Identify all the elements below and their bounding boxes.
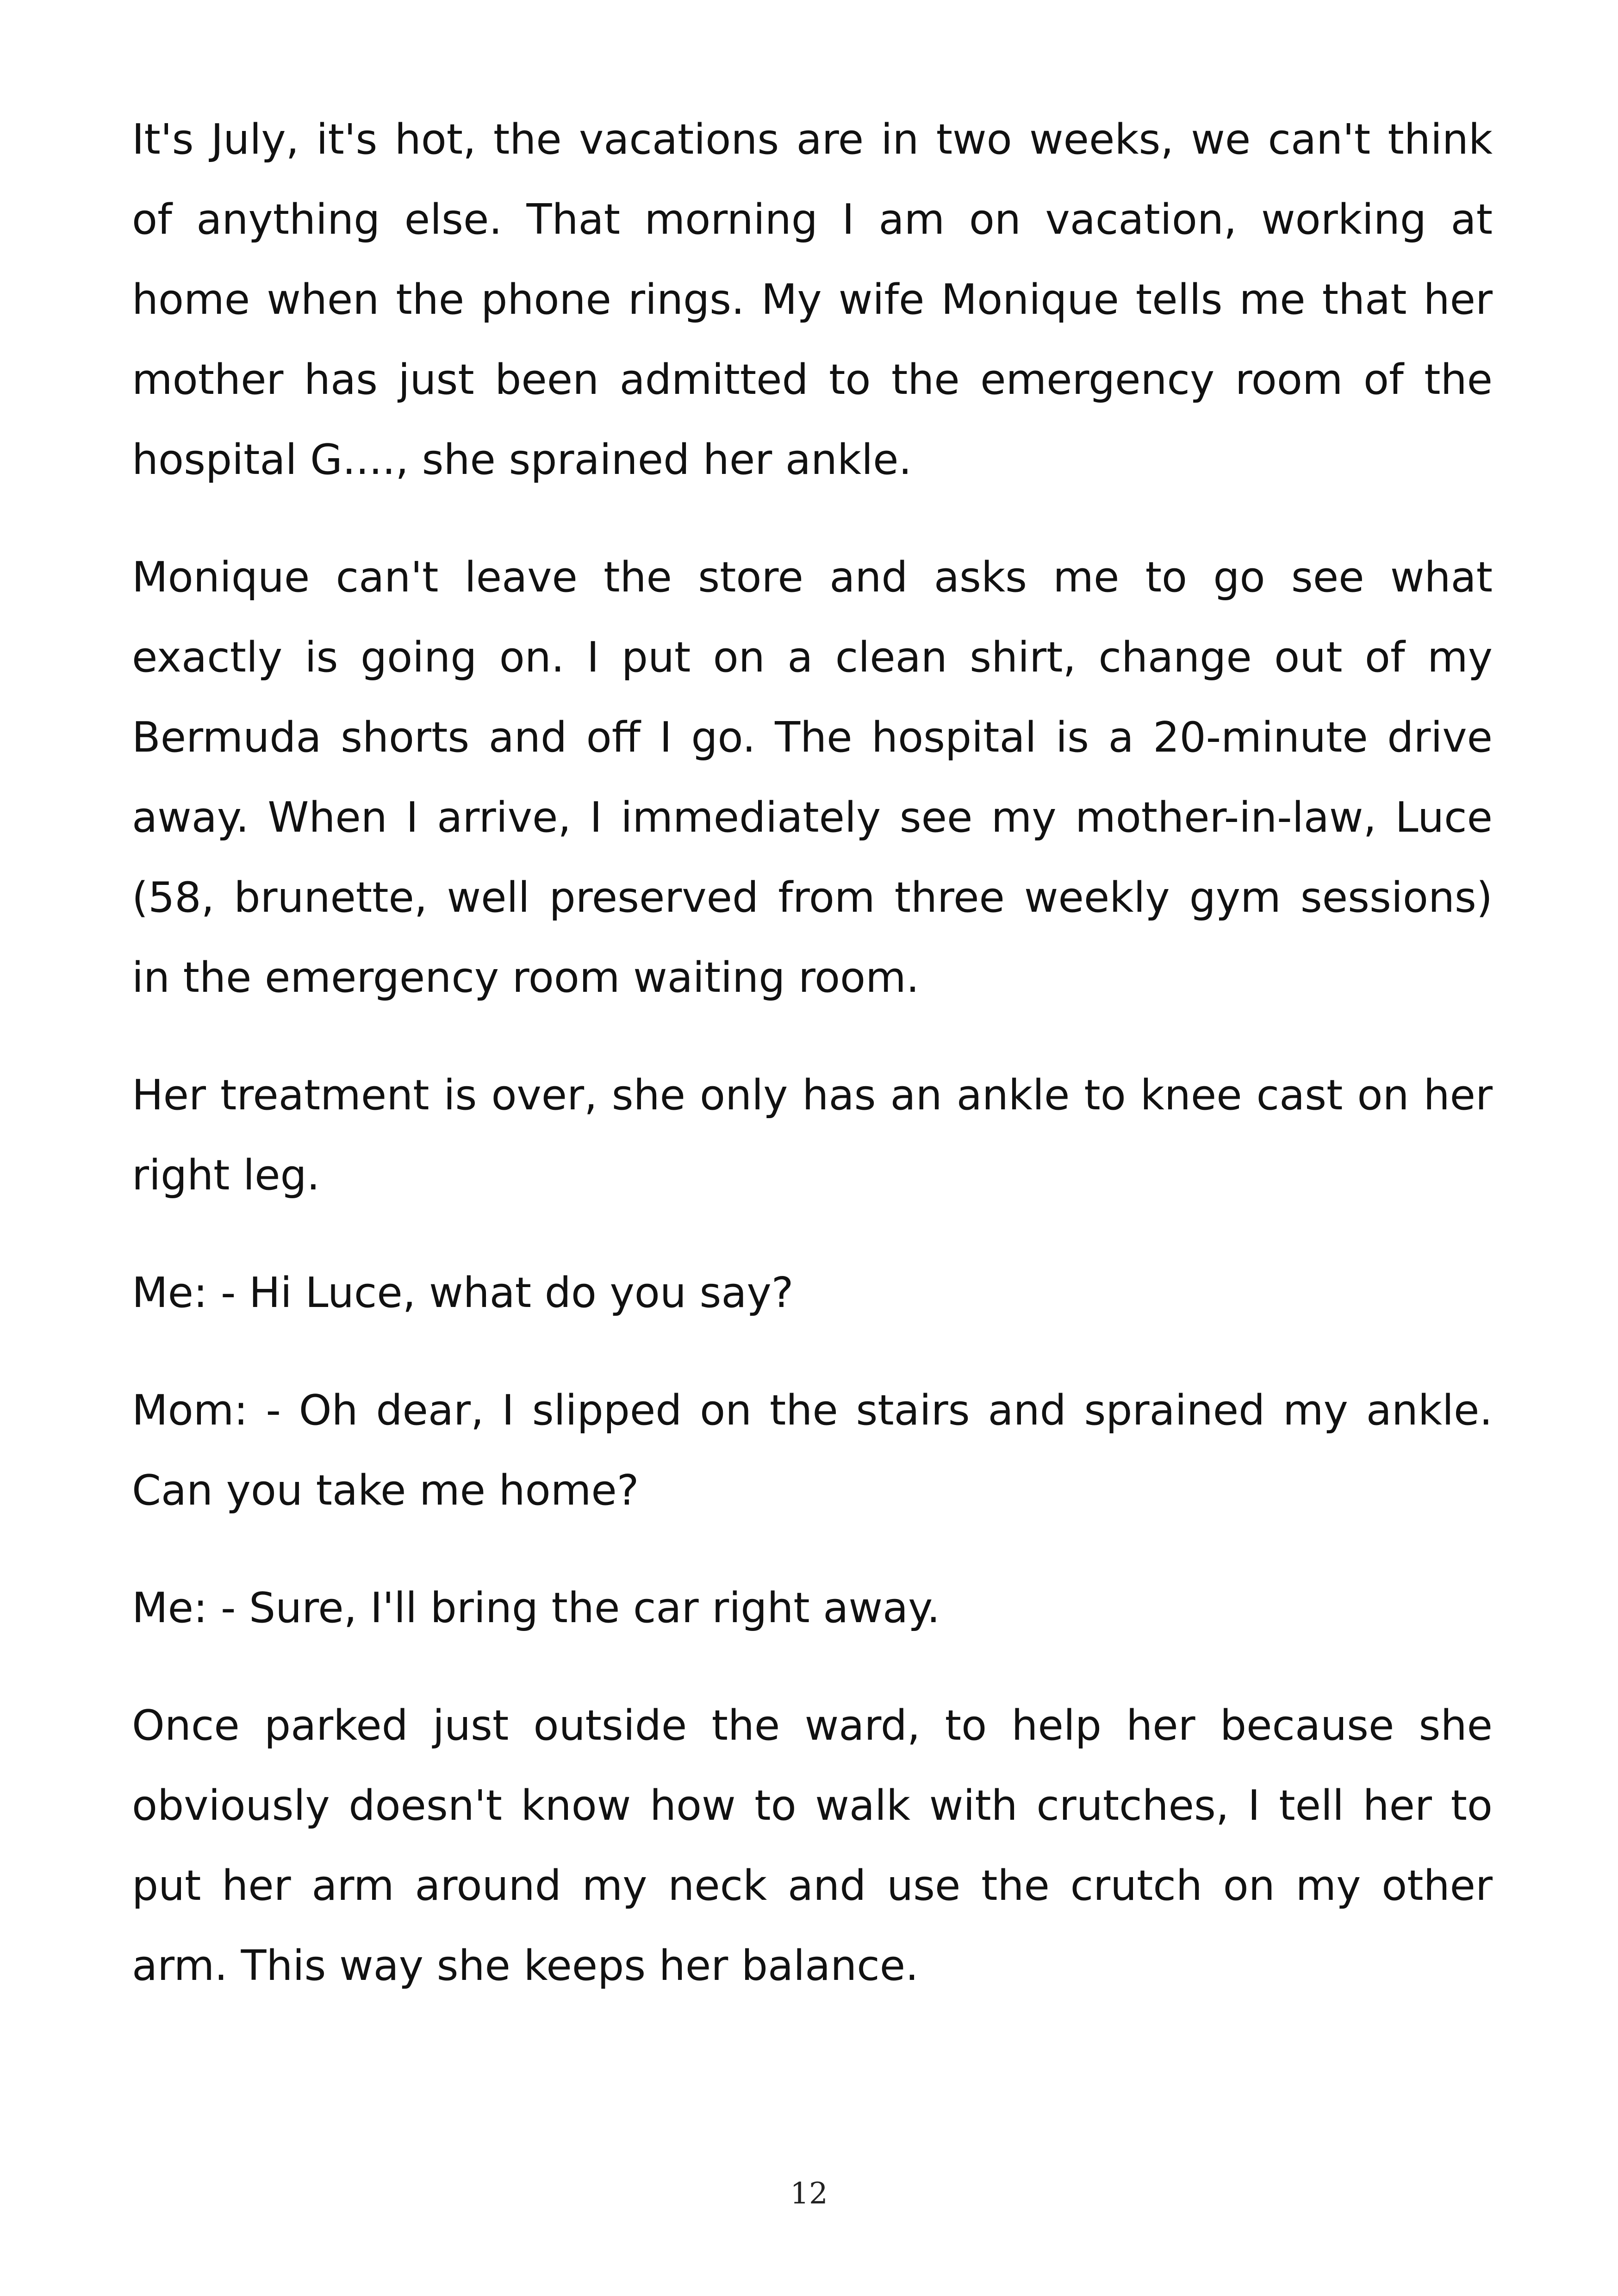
body-text [132, 100, 1493, 2043]
paragraph-7: Once parked just outside the ward, to help her because she obviously doesn't know how to walk with crutches, I tell her to put her arm around my neck and use the crutch on my other arm. This way she keeps her balance. [132, 1701, 1493, 1990]
paragraph-4: Me: - Hi Luce, what do you say? [132, 1269, 794, 1317]
paragraph-6: Me: - Sure, I'll bring the car right away. [132, 1584, 940, 1632]
paragraph-5: Mom: - Oh dear, I slipped on the stairs and sprained my ankle. Can you take me home? [132, 1386, 1493, 1515]
paragraph-2: Monique can't leave the store and asks me to go see what exactly is going on. I put on a clean shirt, change out of my Bermuda shorts and off I go. The hospital is a 20-minute drive away. When I arrive, I immediately see my mother-in-law, Luce (58, brunette, well preserved from three weekly gym sessions) in the emergency room waiting room. [132, 553, 1493, 1002]
paragraph-3: Her treatment is over, she only has an ankle to knee cast on her right leg. [132, 1071, 1493, 1200]
paragraph-1: It's July, it's hot, the vacations are in two weeks, we can't think of anything else. That morning I am on vacation, working at home when the phone rings. My wife Monique tells me that her mother has just been admitted to the emergency room of the hospital G...., she sprained her ankle. [132, 115, 1493, 484]
page-number: 12 [790, 2177, 828, 2211]
